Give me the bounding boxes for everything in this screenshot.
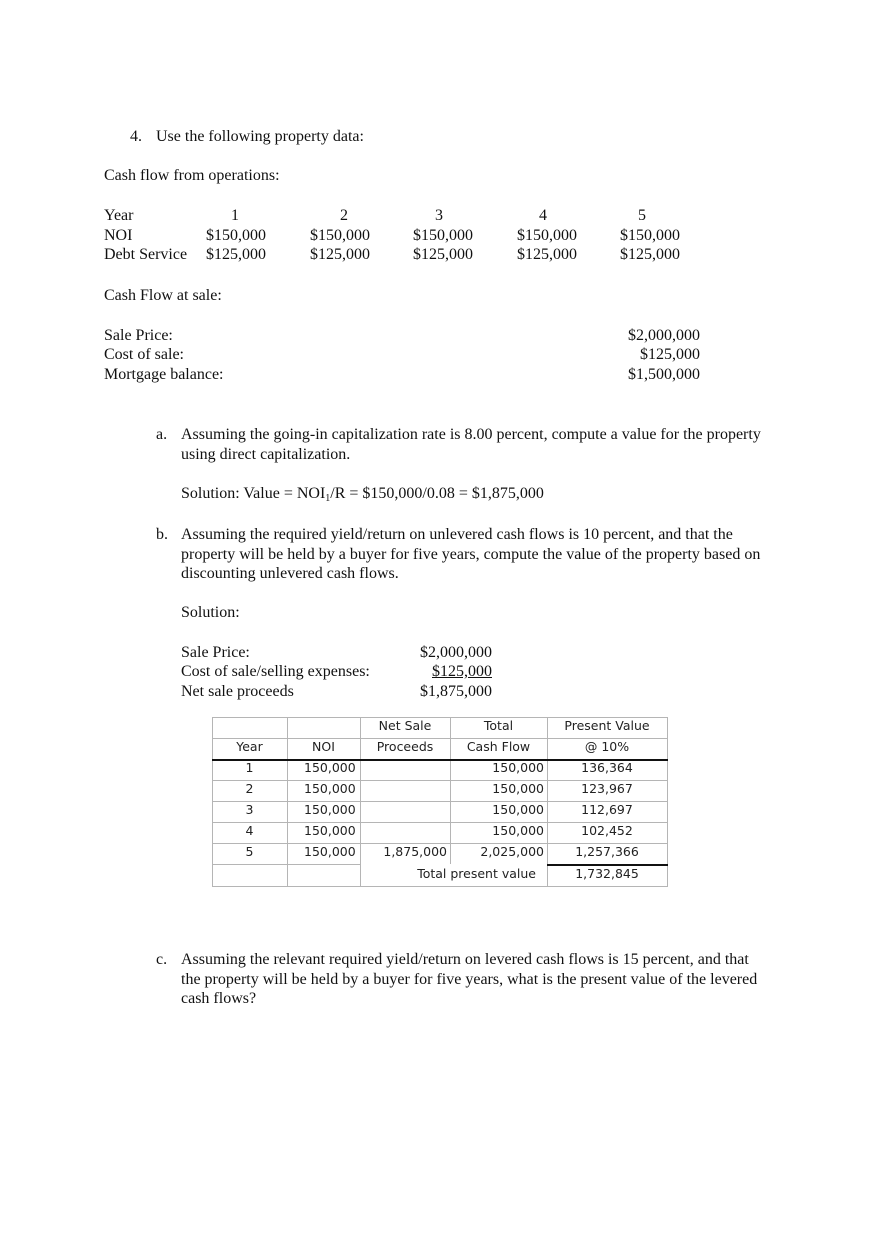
- table-cell-noi: 150,000: [304, 781, 356, 796]
- debt-service-cell: $125,000: [206, 246, 266, 263]
- sale-item-value: $1,500,000: [628, 366, 700, 383]
- total-present-value-label: Total present value: [417, 866, 536, 881]
- part-b-text: Assuming the required yield/return on unlevered cash flows is 10 percent, and that the property will be held by a buyer for five years, compute the value of the property based on discounting unlevered cash flows.: [181, 526, 761, 582]
- table-cell-noi: 150,000: [304, 760, 356, 775]
- debt-service-cell: $125,000: [310, 246, 370, 263]
- year-cell: 2: [340, 207, 348, 224]
- part-c-text: Assuming the relevant required yield/return on levered cash flows is 15 percent, and that the property will be held by a buyer for five years, what is the present value of the levered cash flows?: [181, 951, 758, 1007]
- net-sale-label: Cost of sale/selling expenses:: [181, 663, 370, 680]
- net-sale-label: Sale Price:: [181, 644, 250, 661]
- year-cell: 4: [539, 207, 547, 224]
- header-net-sale: Net Sale: [378, 718, 432, 733]
- table-cell-noi: 150,000: [304, 802, 356, 817]
- row-label-year: Year: [104, 207, 134, 224]
- solution-subscript: 1: [325, 493, 331, 504]
- table-cell-pv: 136,364: [581, 760, 633, 775]
- year-cell: 1: [231, 207, 239, 224]
- noi-cell: $150,000: [310, 227, 370, 244]
- part-a-letter: a.: [156, 426, 168, 443]
- total-present-value: 1,732,845: [575, 866, 639, 881]
- table-cell-net-sale: 1,875,000: [383, 844, 447, 859]
- header-present-value: Present Value: [564, 718, 650, 733]
- table-cell-year: 2: [245, 781, 254, 796]
- table-cell-year: 5: [245, 844, 254, 859]
- sale-item-label: Cost of sale:: [104, 346, 184, 363]
- debt-service-cell: $125,000: [620, 246, 680, 263]
- sale-item-label: Sale Price:: [104, 327, 173, 344]
- header-cash-flow: Cash Flow: [466, 739, 531, 754]
- table-cell-noi: 150,000: [304, 823, 356, 838]
- header-noi: NOI: [312, 739, 335, 754]
- year-cell: 3: [435, 207, 443, 224]
- part-a-text: Assuming the going-in capitalization rate is 8.00 percent, compute a value for the property using direct capitalization.: [181, 426, 761, 463]
- sale-item-value: $125,000: [640, 346, 700, 363]
- noi-cell: $150,000: [413, 227, 473, 244]
- header-proceeds: Proceeds: [376, 739, 434, 754]
- grid-line: [212, 886, 668, 887]
- solution-suffix: /R = $150,000/0.08 = $1,875,000: [330, 485, 544, 502]
- grid-line: [667, 717, 668, 887]
- table-cell-year: 3: [245, 802, 254, 817]
- part-b-letter: b.: [156, 526, 168, 543]
- noi-cell: $150,000: [620, 227, 680, 244]
- sale-item-value: $2,000,000: [628, 327, 700, 344]
- table-cell-pv: 123,967: [581, 781, 633, 796]
- table-cell-pv: 1,257,366: [575, 844, 639, 859]
- noi-cell: $150,000: [206, 227, 266, 244]
- table-cell-pv: 112,697: [581, 802, 633, 817]
- net-sale-value: $1,875,000: [420, 683, 492, 700]
- cash-flow-sale-heading: Cash Flow at sale:: [104, 287, 222, 304]
- part-a-solution: [181, 484, 544, 508]
- year-cell: 5: [638, 207, 646, 224]
- net-sale-label: Net sale proceeds: [181, 683, 294, 700]
- noi-cell: $150,000: [517, 227, 577, 244]
- row-label-noi: NOI: [104, 227, 133, 244]
- table-cell-year: 1: [245, 760, 254, 775]
- table-cell-total: 2,025,000: [480, 844, 544, 859]
- sale-item-label: Mortgage balance:: [104, 366, 224, 383]
- part-c-letter: c.: [156, 951, 168, 968]
- table-cell-noi: 150,000: [304, 844, 356, 859]
- table-cell-pv: 102,452: [581, 823, 633, 838]
- table-cell-total: 150,000: [492, 781, 544, 796]
- solution-prefix: Solution: Value = NOI: [181, 485, 326, 502]
- net-sale-value: $2,000,000: [420, 644, 492, 661]
- present-value-table: [212, 717, 668, 887]
- question-prompt: Use the following property data:: [156, 128, 364, 145]
- header-year: Year: [236, 739, 263, 754]
- part-b-solution-label: Solution:: [181, 604, 240, 621]
- header-rate: @ 10%: [584, 739, 630, 754]
- table-cell-year: 4: [245, 823, 254, 838]
- table-cell-total: 150,000: [492, 760, 544, 775]
- cash-flow-operations-heading: Cash flow from operations:: [104, 167, 280, 184]
- table-cell-total: 150,000: [492, 823, 544, 838]
- debt-service-cell: $125,000: [413, 246, 473, 263]
- row-label-debt-service: Debt Service: [104, 246, 188, 263]
- debt-service-cell: $125,000: [517, 246, 577, 263]
- question-number: 4.: [130, 128, 142, 145]
- table-cell-total: 150,000: [492, 802, 544, 817]
- header-total: Total: [483, 718, 514, 733]
- net-sale-value: $125,000: [432, 663, 492, 680]
